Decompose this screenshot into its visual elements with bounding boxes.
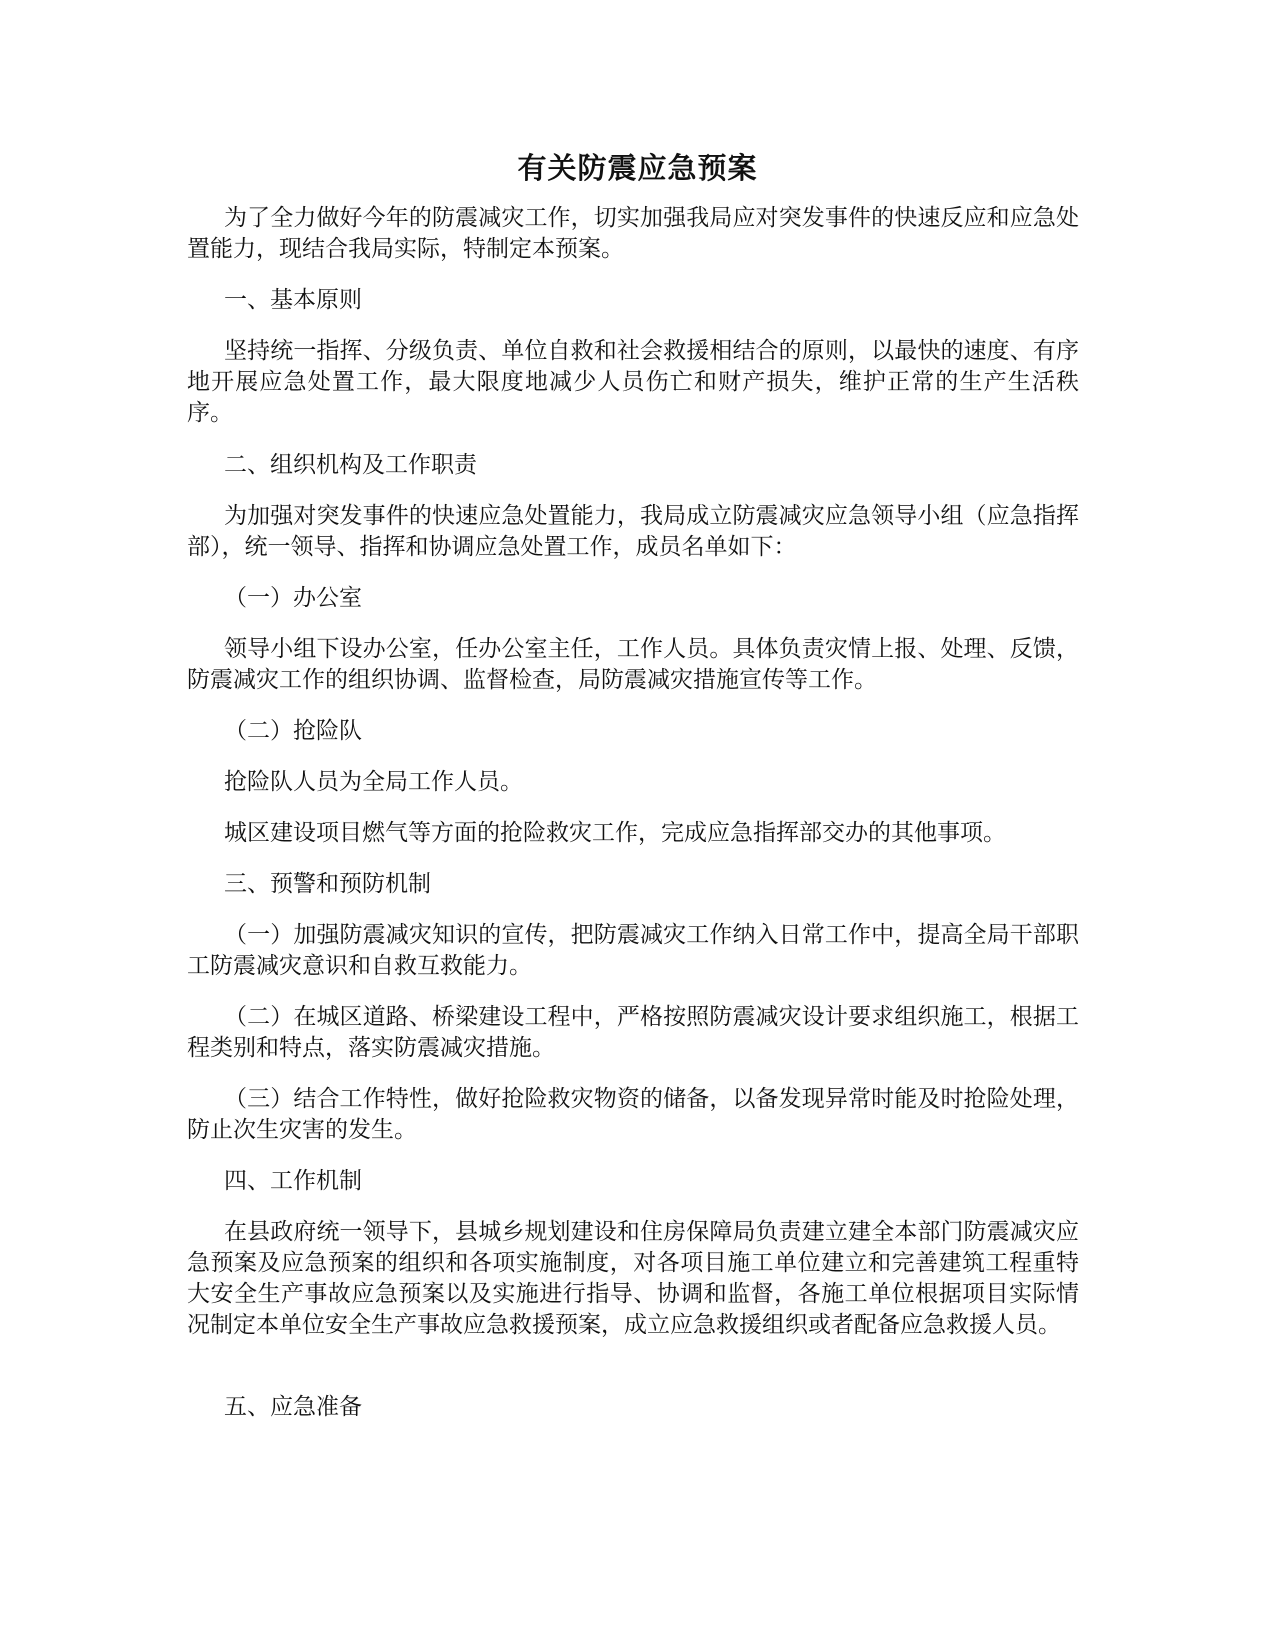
paragraph-principles: 坚持统一指挥、分级负责、单位自救和社会救援相结合的原则，以最快的速度、有序地开展应急处置工作，最大限度地减少人员伤亡和财产损失，维护正常的生产生活秩序。: [187, 338, 1079, 426]
paragraph-rescue-team: 抢险队人员为全局工作人员。: [224, 769, 523, 795]
paragraph-intro: 为了全力做好今年的防震减灾工作，切实加强我局应对突发事件的快速反应和应急处置能力，现结合我局实际，特制定本预案。: [187, 205, 1079, 262]
heading-emergency-preparation: 五、应急准备: [224, 1394, 362, 1420]
paragraph-organization: 为加强对突发事件的快速应急处置能力，我局成立防震减灾应急领导小组（应急指挥部），统一领导、指挥和协调应急处置工作，成员名单如下：: [187, 503, 1079, 560]
heading-basic-principles: 一、基本原则: [224, 287, 362, 313]
heading-organization: 二、组织机构及工作职责: [224, 452, 477, 478]
paragraph-rescue-duties: 城区建设项目燃气等方面的抢险救灾工作，完成应急指挥部交办的其他事项。: [224, 820, 1006, 846]
subheading-rescue-team: （二）抢险队: [224, 718, 362, 744]
subheading-office: （一）办公室: [224, 585, 362, 611]
paragraph-work-mechanism: 在县政府统一领导下，县城乡规划建设和住房保障局负责建立建全本部门防震减灾应急预案及应急预案的组织和各项实施制度，对各项目施工单位建立和完善建筑工程重特大安全生产事故应急预案以及实施进行指导、协调和监督，各施工单位根据项目实际情况制定本单位安全生产事故应急救援预案，成立应急救援组织或者配备应急救援人员。: [187, 1219, 1079, 1338]
paragraph-office: 领导小组下设办公室，任办公室主任，工作人员。具体负责灾情上报、处理、反馈，防震减灾工作的组织协调、监督检查，局防震减灾措施宣传等工作。: [187, 636, 1079, 693]
document-title: 有关防震应急预案: [517, 151, 758, 185]
paragraph-warning-1: （一）加强防震减灾知识的宣传，把防震减灾工作纳入日常工作中，提高全局干部职工防震减灾意识和自救互救能力。: [187, 922, 1079, 979]
paragraph-warning-3: （三）结合工作特性，做好抢险救灾物资的储备，以备发现异常时能及时抢险处理，防止次生灾害的发生。: [187, 1086, 1079, 1143]
heading-work-mechanism: 四、工作机制: [224, 1168, 362, 1194]
paragraph-warning-2: （二）在城区道路、桥梁建设工程中，严格按照防震减灾设计要求组织施工，根据工程类别和特点，落实防震减灾措施。: [187, 1004, 1079, 1061]
heading-warning-prevention: 三、预警和预防机制: [224, 871, 431, 897]
